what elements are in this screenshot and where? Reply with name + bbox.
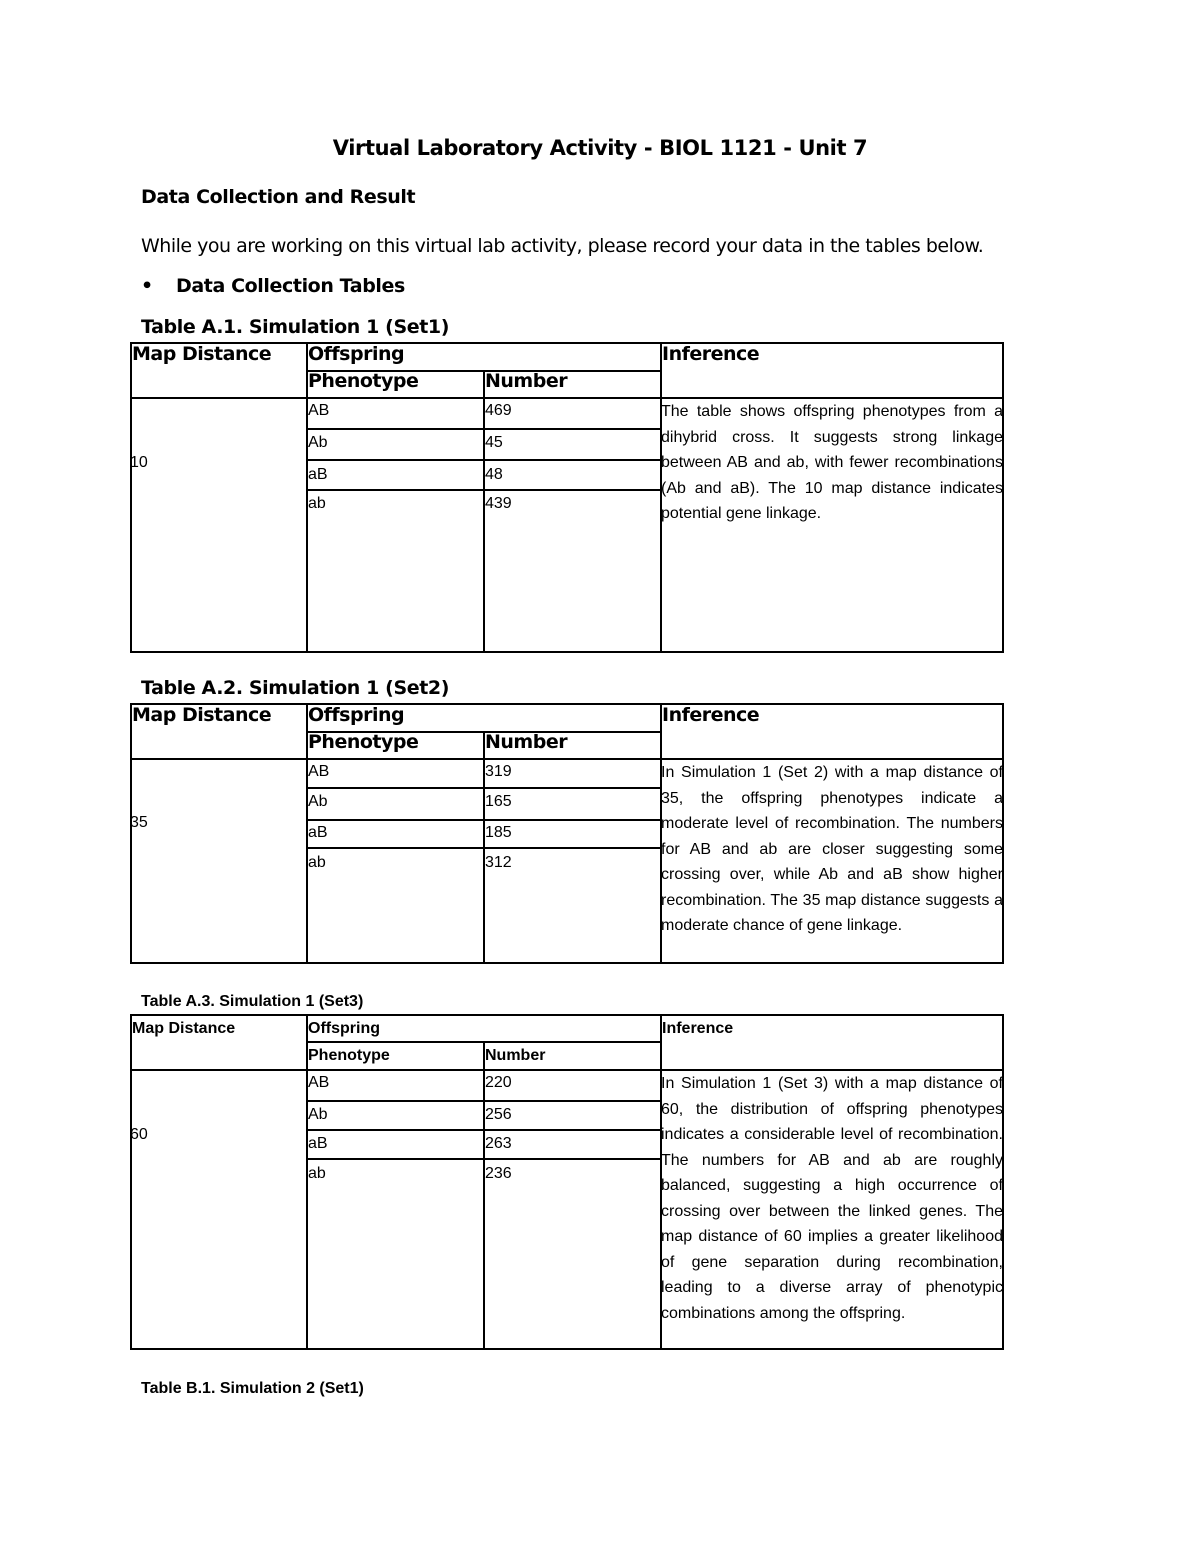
number-cell: 220 — [485, 1074, 512, 1091]
inference-header: Inference — [662, 704, 760, 726]
bullet-heading-text: Data Collection Tables — [176, 275, 405, 297]
table-a2-caption: Table A.2. Simulation 1 (Set2) — [141, 677, 449, 699]
number-cell: 469 — [485, 402, 512, 419]
number-header: Number — [485, 370, 568, 392]
inference-text: In Simulation 1 (Set 3) with a map distance of 60, the distribution of offspring phenotypes indicates a considerable level of recombination. The numbers for AB and ab are roughly balanced, suggesting a high occurrence of crossing over between the linked genes. The map distance of 60 implies a greater likelihood of gene separation during recombination, leading to a diverse array of phenotypic combinations among the offspring. — [661, 1075, 1003, 1322]
number-cell: 263 — [485, 1135, 512, 1152]
phenotype-cell: aB — [308, 466, 328, 483]
inference-header: Inference — [662, 1020, 734, 1037]
phenotype-cell: AB — [308, 763, 330, 780]
map-distance-header: Map Distance — [132, 704, 272, 726]
number-cell: 45 — [485, 434, 503, 451]
phenotype-cell: ab — [308, 495, 326, 512]
number-cell: 185 — [485, 824, 512, 841]
map-distance-value: 60 — [130, 1126, 148, 1143]
offspring-header: Offspring — [308, 343, 405, 365]
document-title: Virtual Laboratory Activity - BIOL 1121 - Unit 7 — [332, 136, 868, 160]
phenotype-cell: ab — [308, 854, 326, 871]
table-a1 — [130, 342, 1004, 654]
table-a3 — [130, 1014, 1004, 1352]
table-a1-caption: Table A.1. Simulation 1 (Set1) — [141, 316, 449, 338]
section-heading: Data Collection and Result — [141, 186, 416, 208]
map-distance-header: Map Distance — [132, 343, 272, 365]
number-header: Number — [485, 731, 568, 753]
number-cell: 236 — [485, 1165, 512, 1182]
number-cell: 165 — [485, 793, 512, 810]
map-distance-value: 10 — [130, 454, 148, 471]
phenotype-cell: AB — [308, 1074, 330, 1091]
offspring-header: Offspring — [308, 1020, 380, 1037]
inference-text: The table shows offspring phenotypes from a dihybrid cross. It suggests strong linkage between AB and ab, with fewer recombinations (Ab and aB). The 10 map distance indicates potential gene linkage. — [661, 403, 1003, 522]
phenotype-cell: ab — [308, 1165, 326, 1182]
phenotype-cell: Ab — [308, 434, 328, 451]
inference-text: In Simulation 1 (Set 2) with a map distance of 35, the offspring phenotypes indicate a moderate level of recombination. The numbers for AB and ab are closer suggesting some crossing over, while Ab and aB show higher recombination. The 35 map distance suggests a moderate chance of gene linkage. — [661, 764, 1003, 934]
phenotype-cell: AB — [308, 402, 330, 419]
number-header: Number — [485, 1047, 546, 1064]
number-cell: 48 — [485, 466, 503, 483]
bullet-heading — [141, 275, 405, 297]
table-a3-caption: Table A.3. Simulation 1 (Set3) — [141, 993, 364, 1010]
phenotype-cell: Ab — [308, 793, 328, 810]
phenotype-cell: aB — [308, 824, 328, 841]
phenotype-header: Phenotype — [308, 731, 419, 753]
table-b1-caption: Table B.1. Simulation 2 (Set1) — [141, 1380, 364, 1397]
phenotype-cell: aB — [308, 1135, 328, 1152]
phenotype-header: Phenotype — [308, 370, 419, 392]
number-cell: 319 — [485, 763, 512, 780]
phenotype-header: Phenotype — [308, 1047, 390, 1064]
number-cell: 312 — [485, 854, 512, 871]
number-cell: 256 — [485, 1106, 512, 1123]
table-a2 — [130, 703, 1004, 965]
map-distance-header: Map Distance — [132, 1020, 236, 1037]
instructions-text: While you are working on this virtual lab activity, please record your data in the tables below. — [141, 235, 984, 257]
inference-header: Inference — [662, 343, 760, 365]
bullet-icon: • — [141, 275, 153, 297]
number-cell: 439 — [485, 495, 512, 512]
phenotype-cell: Ab — [308, 1106, 328, 1123]
offspring-header: Offspring — [308, 704, 405, 726]
map-distance-value: 35 — [130, 814, 148, 831]
